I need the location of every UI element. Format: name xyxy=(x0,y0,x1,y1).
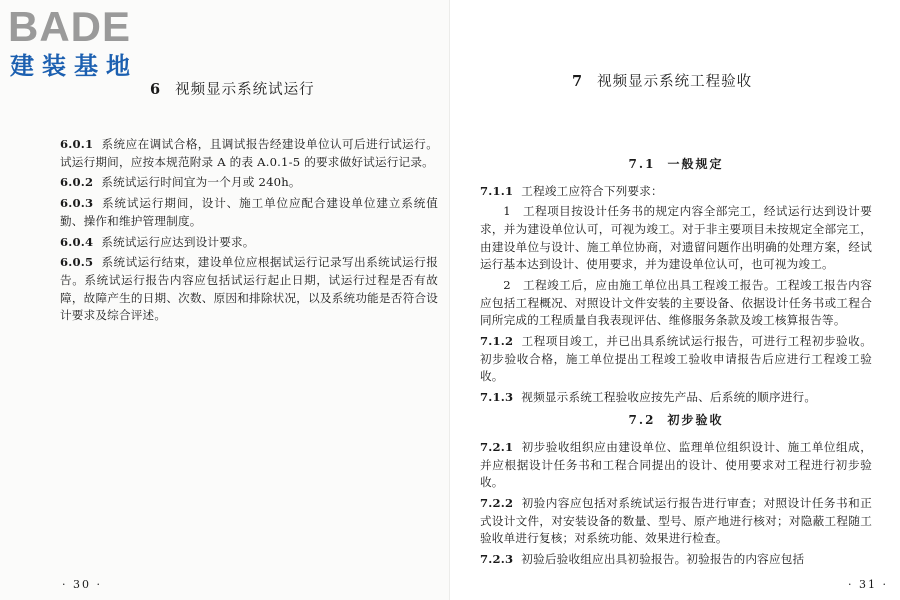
clause-number: 6.0.2 xyxy=(60,175,94,190)
clause-text: 系统试运行时间宜为一个月或 240h。 xyxy=(101,175,301,190)
clause-6-0-1 xyxy=(60,136,438,171)
section-number: 7.1 xyxy=(628,157,656,171)
clause-text: 工程竣工应符合下列要求： xyxy=(521,183,663,198)
logo-brand-text: BADE xyxy=(8,3,132,50)
clause-text: 初验内容应包括对系统试运行报告进行审查；对照设计任务书和正式设计文件，对安装设备的数量、型号、原产地进行核对；对隐蔽工程随工验收单进行复核；对系统功能、效果进行检查。 xyxy=(480,496,872,546)
clause-number: 7.2.2 xyxy=(480,496,514,511)
clause-number: 7.2.3 xyxy=(480,552,514,566)
right-page xyxy=(450,0,900,600)
chapter-6-title xyxy=(150,78,315,99)
clause-text: 系统应在调试合格，且调试报告经建设单位认可后进行试运行。试运行期间，应按本规范附录 A 的表 A.0.1-5 的要求做好试运行记录。 xyxy=(60,137,438,169)
chapter-6-body xyxy=(60,136,438,328)
section-title: 一般规定 xyxy=(667,157,724,171)
section-number: 7.2 xyxy=(628,413,656,428)
chapter-title-text: 视频显示系统工程验收 xyxy=(597,74,753,90)
logo-subtitle-text: 建装基地 xyxy=(10,52,138,80)
chapter-7-body xyxy=(480,156,872,572)
page-number-30: · 30 · xyxy=(62,578,102,591)
clause-text: 工程项目竣工，并已出具系统试运行报告，可进行工程初步验收。初步验收合格，施工单位提出工程竣工验收申请报告后应进行工程竣工验收。 xyxy=(480,333,872,384)
clause-7-1-1 xyxy=(480,183,872,201)
clause-number: 6.0.4 xyxy=(60,234,94,249)
clause-number: 7.1.2 xyxy=(480,333,514,348)
clause-text: 视频显示系统工程验收应按先产品、后系统的顺序进行。 xyxy=(521,389,817,404)
bade-watermark-logo xyxy=(8,3,178,82)
page-number-31: · 31 · xyxy=(848,578,888,591)
chapter-number: 6 xyxy=(150,81,162,98)
clause-text: 系统试运行应达到设计要求。 xyxy=(101,234,255,249)
clause-number: 6.0.5 xyxy=(60,255,94,270)
chapter-number: 7 xyxy=(572,73,584,90)
clause-7-2-1 xyxy=(480,439,872,492)
clause-text: 系统试运行结束，建设单位应根据试运行记录写出系统试运行报告。系统试运行报告内容应包括试运行起止日期，试运行过程是否有故障，故障产生的日期、次数、原因和排除状况，以及系统功能是否符合设计要求及综合评述。 xyxy=(60,255,438,323)
clause-7-1-1-item-2: 2 工程竣工后，应由施工单位出具工程竣工报告。工程竣工报告内容应包括工程概况、对照设计文件安装的主要设备、依据设计任务书或工程合同所完成的工程质量自我表现评估、维修服务条款及竣工核算报告等。 xyxy=(480,277,872,328)
section-title: 初步验收 xyxy=(667,413,724,428)
chapter-title-text: 视频显示系统试运行 xyxy=(175,82,315,98)
section-7-2-heading xyxy=(480,412,872,430)
clause-6-0-4 xyxy=(60,234,438,252)
clause-6-0-5 xyxy=(60,254,438,324)
clause-text: 初验后验收组应出具初验报告。初验报告的内容应包括 xyxy=(521,552,805,566)
clause-number: 7.1.3 xyxy=(480,389,514,404)
section-7-1-heading xyxy=(480,156,872,174)
clause-6-0-2 xyxy=(60,174,438,192)
clause-7-2-2 xyxy=(480,495,872,548)
clause-number: 7.2.1 xyxy=(480,440,514,455)
clause-7-2-3 xyxy=(480,551,872,569)
chapter-7-title xyxy=(572,70,752,91)
clause-number: 6.0.3 xyxy=(60,196,94,211)
clause-text: 初步验收组织应由建设单位、监理单位组织设计、施工单位组成，并应根据设计任务书和工程合同提出的设计、使用要求对工程进行初步验收。 xyxy=(480,440,872,490)
clause-text: 系统试运行期间，设计、施工单位应配合建设单位建立系统值勤、操作和维护管理制度。 xyxy=(60,196,438,228)
clause-7-1-2 xyxy=(480,333,872,386)
clause-number: 6.0.1 xyxy=(60,137,94,151)
clause-6-0-3 xyxy=(60,195,438,230)
clause-7-1-3 xyxy=(480,389,872,407)
clause-7-1-1-item-1: 1 工程项目按设计任务书的规定内容全部完工，经试运行达到设计要求，并为建设单位认可，可视为竣工。对于非主要项目未按规定全部完工，由建设单位与设计、施工单位协商，对遗留问题作出明确的处理方案，经试运行基本达到设计、使用要求，并为建设单位认可，也可视为竣工。 xyxy=(480,204,872,272)
clause-number: 7.1.1 xyxy=(480,183,514,198)
